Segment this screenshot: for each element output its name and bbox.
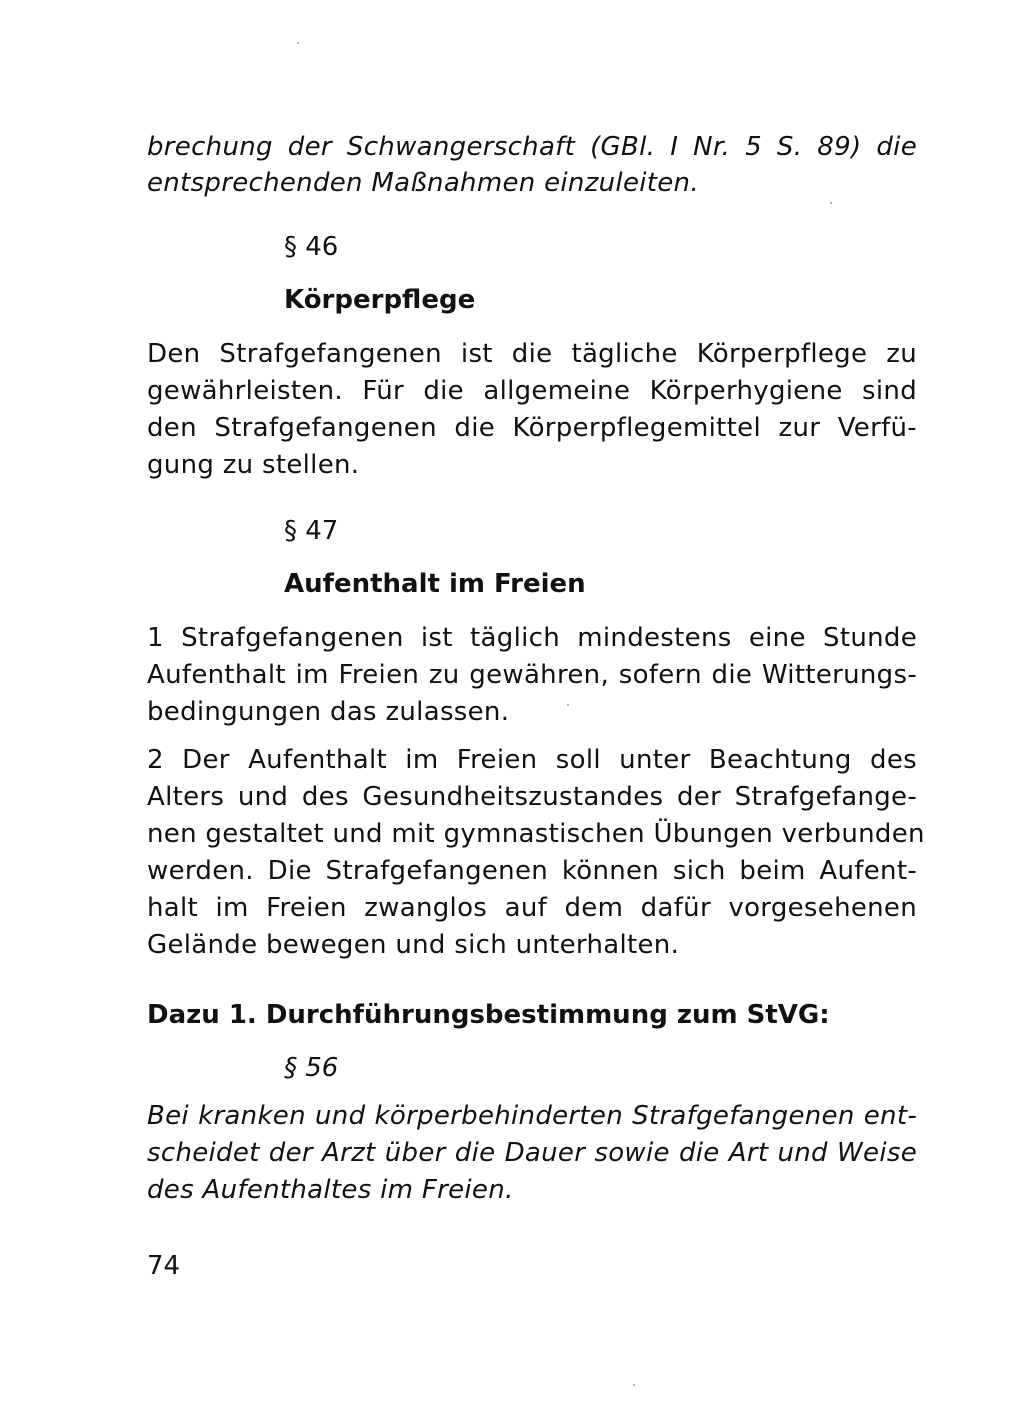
section-56-line-3: des Aufenthaltes im Freien. bbox=[147, 1175, 514, 1205]
section-47-para2-line-5: halt im Freien zwanglos auf dem dafür vorgesehenen bbox=[147, 893, 917, 923]
section-47-para1-line-2: Aufenthalt im Freien zu gewähren, sofern die Witterungs- bbox=[147, 660, 917, 690]
section-46-line-2: gewährleisten. Für die allgemeine Körperhygiene sind bbox=[147, 376, 917, 406]
section-46-line-3: den Strafgefangenen die Körperpflegemittel zur Verfü- bbox=[147, 413, 917, 443]
section-56-number: § 56 bbox=[284, 1053, 339, 1083]
section-47-para2-line-6: Gelände bewegen und sich unterhalten. bbox=[147, 930, 680, 960]
section-47-title: Aufenthalt im Freien bbox=[284, 569, 586, 599]
section-47-para2-line-4: werden. Die Strafgefangenen können sich beim Aufent- bbox=[147, 856, 917, 886]
section-47-number: § 47 bbox=[284, 516, 339, 546]
section-47-para1-line-1: 1 Strafgefangenen ist täglich mindestens eine Stunde bbox=[147, 623, 917, 653]
dazu-heading: Dazu 1. Durchführungsbestimmung zum StVG: bbox=[147, 1000, 830, 1030]
section-46-title: Körperpflege bbox=[284, 285, 476, 315]
intro-line-2: entsprechenden Maßnahmen einzuleiten. bbox=[147, 168, 699, 198]
section-47-para1-line-3: bedingungen das zulassen. bbox=[147, 697, 510, 727]
section-46-number: § 46 bbox=[284, 232, 339, 262]
scan-speck bbox=[567, 704, 569, 706]
section-46-line-4: gung zu stellen. bbox=[147, 450, 360, 480]
scan-speck bbox=[297, 42, 299, 44]
scan-speck bbox=[830, 202, 832, 204]
section-56-line-2: scheidet der Arzt über die Dauer sowie die Art und Weise bbox=[147, 1138, 917, 1168]
section-56-line-1: Bei kranken und körperbehinderten Strafgefangenen ent- bbox=[147, 1101, 917, 1131]
intro-line-1: brechung der Schwangerschaft (GBl. I Nr. 5 S. 89) die bbox=[147, 132, 917, 162]
section-47-para2-line-3: nen gestaltet und mit gymnastischen Übungen verbunden bbox=[147, 819, 925, 849]
section-47-para2-line-1: 2 Der Aufenthalt im Freien soll unter Beachtung des bbox=[147, 745, 917, 775]
section-47-para2-line-2: Alters und des Gesundheitszustandes der Strafgefange- bbox=[147, 782, 917, 812]
page-number: 74 bbox=[147, 1251, 181, 1281]
section-46-line-1: Den Strafgefangenen ist die tägliche Körperpflege zu bbox=[147, 339, 917, 369]
scan-speck bbox=[633, 1384, 635, 1386]
